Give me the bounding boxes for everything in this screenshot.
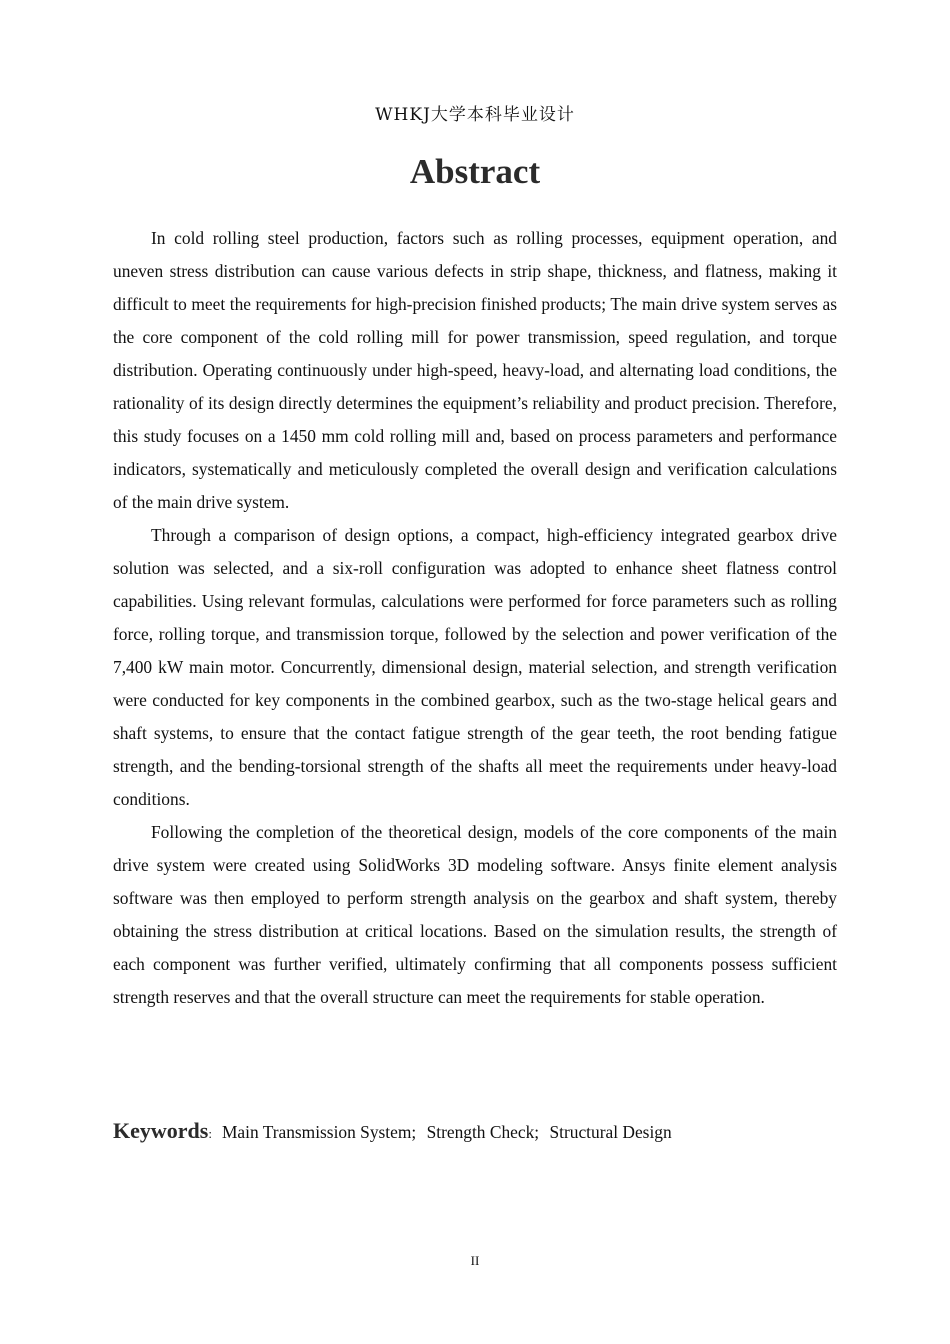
abstract-body	[113, 222, 837, 1014]
abstract-paragraph-1: In cold rolling steel production, factors such as rolling processes, equipment operation, and uneven stress distribution can cause various defects in strip shape, thickness, and flatness, making it difficult to meet the requirements for high-precision finished products; The main drive system serves as the core component of the cold rolling mill for power transmission, speed regulation, and torque distribution. Operating continuously under high-speed, heavy-load, and alternating load conditions, the rationality of its design directly determines the equipment’s reliability and product precision. Therefore, this study focuses on a 1450 mm cold rolling mill and, based on process parameters and performance indicators, systematically and meticulously completed the overall design and verification calculations of the main drive system.	[113, 228, 837, 512]
keywords-line	[113, 1118, 837, 1144]
running-header: WHKJ大学本科毕业设计	[375, 105, 575, 125]
keyword-item: Structural Design	[549, 1122, 672, 1142]
keywords-label: Keywords	[113, 1118, 209, 1143]
keyword-item: Main Transmission System;	[221, 1122, 417, 1142]
abstract-title: Abstract	[409, 152, 541, 191]
abstract-paragraph-2: Through a comparison of design options, a compact, high-efficiency integrated gearbox drive solution was selected, and a six-roll configuration was adopted to enhance sheet flatness control capabilities. Using relevant formulas, calculations were performed for force parameters such as rolling force, rolling torque, and transmission torque, followed by the selection and power verification of the 7,400 kW main motor. Concurrently, dimensional design, material selection, and strength verification were conducted for key components in the combined gearbox, such as the two-stage helical gears and shaft systems, to ensure that the contact fatigue strength of the gear teeth, the root bending fatigue strength, and the bending-torsional strength of the shafts all meet the requirements under heavy-load conditions.	[113, 525, 837, 809]
keyword-item: Strength Check;	[426, 1122, 540, 1142]
abstract-paragraph-3: Following the completion of the theoretical design, models of the core components of the main drive system were created using SolidWorks 3D modeling software. Ansys finite element analysis software was then employed to perform strength analysis on the gearbox and shaft system, thereby obtaining the stress distribution at critical locations. Based on the simulation results, the strength of each component was further verified, ultimately confirming that all components possess sufficient strength reserves and that the overall structure can meet the requirements for stable operation.	[113, 822, 837, 1007]
keywords-colon: :	[208, 1126, 212, 1141]
page-number: II	[470, 1253, 480, 1268]
